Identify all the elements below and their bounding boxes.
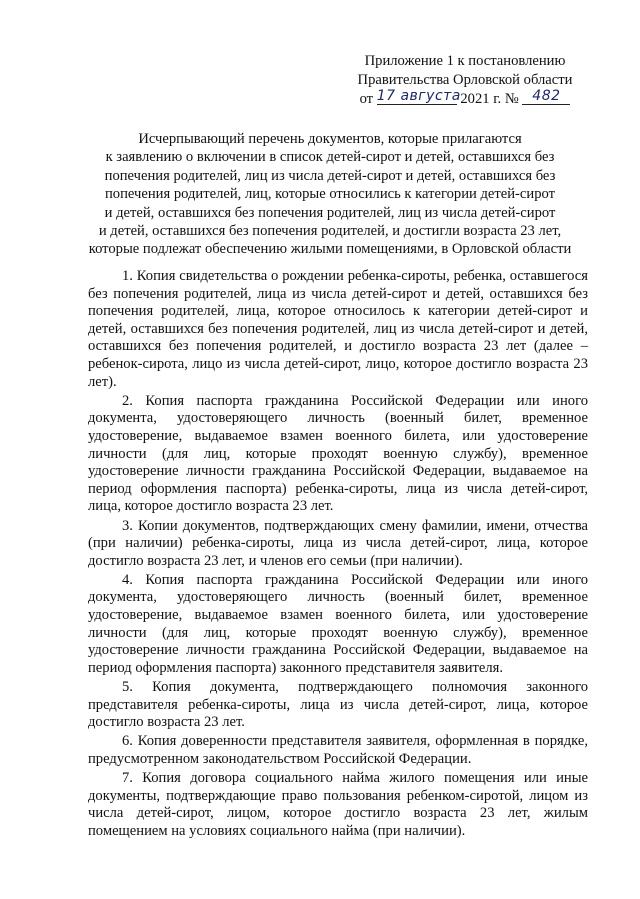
list-item: 1. Копия свидетельства о рождении ребенка-сироты, ребенка, оставшегося без попечения родителей, лица из числа детей-сирот и детей, оставшихся без попечения родителей, лица, которое относилось к категории детей-сирот и детей, оставшихся без попечения родителей, лиц из числа детей-сирот и детей, оставшихся без попечения родителей, и достигло возраста 23 лет (далее – ребенок-сирота, лицо из числа детей-сирот, лицо, которое достигло возраста 23 лет). xyxy=(88,268,588,390)
year-and-number-label: 2021 г. № xyxy=(460,91,519,107)
list-item: 6. Копия доверенности представителя заявителя, оформленная в порядке, предусмотренном законодательством Российской Федерации. xyxy=(88,733,588,767)
title-line: и детей, оставшихся без попечения родителей, и достигли возраста 23 лет, xyxy=(98,223,562,240)
title-line: к заявлению о включении в список детей-сирот и детей, оставшихся без xyxy=(105,149,555,166)
appendix-authority: Правительства Орловской области xyxy=(357,72,573,88)
appendix-title: Приложение 1 к постановлению xyxy=(364,53,566,69)
list-item: 3. Копии документов, подтверждающих смену фамилии, имени, отчества (при наличии) ребенка-сироты, лица из числа детей-сирот, лица, которое достигло возраста 23 лет, и членов его семьи (при наличии). xyxy=(88,517,588,569)
title-line: попечения родителей, лиц из числа детей-сирот и детей, оставшихся без xyxy=(104,167,556,184)
handwritten-number: 482 xyxy=(522,89,570,105)
title-line: Исчерпывающий перечень документов, которые прилагаются xyxy=(138,131,522,147)
appendix-header xyxy=(330,52,600,109)
list-item: 2. Копия паспорта гражданина Российской Федерации или иного документа, удостоверяющего личность (военный билет, временное удостоверение, выдаваемое взамен военного билета, или удостоверение личности (для лиц, которые проходят военную службу), временное удостоверение личности гражданина Российской Федерации, выдаваемое на период оформления паспорта) ребенка-сироты, лица из числа детей-сирот, лица, которое достигло возраста 23 лет. xyxy=(88,392,588,515)
title-line: и детей, оставшихся без попечения родителей, лиц из числа детей-сирот xyxy=(104,204,556,221)
list-item: 7. Копия договора социального найма жилого помещения или иные документы, подтверждающие право пользования ребенком-сиротой, лицом из числа детей-сирот, лицом, которое достигло возраста 23 лет, жилым помещением на условиях социального найма (при наличии). xyxy=(88,770,588,839)
title-line: которые подлежат обеспечению жилыми помещениями, в Орловской области xyxy=(88,241,572,258)
list-item: 5. Копия документа, подтверждающего полномочия законного представителя ребенка-сироты, лица из числа детей-сирот, лица, которое достигло возраста 23 лет. xyxy=(88,679,588,731)
appendix-date-line xyxy=(330,90,600,109)
date-prefix: от xyxy=(359,91,374,107)
handwritten-date: 17 августа xyxy=(376,88,461,104)
document-list xyxy=(88,268,588,842)
document-title xyxy=(70,130,590,259)
list-item: 4. Копия паспорта гражданина Российской Федерации или иного документа, удостоверяющего личность (военный билет, временное удостоверение, выдаваемое взамен военного билета, или удостоверение личности (для лиц, которые проходят военную службу), временное удостоверение личности гражданина Российской Федерации, выдаваемое на период оформления паспорта) законного представителя заявителя. xyxy=(88,571,588,676)
title-line: попечения родителей, лиц, которые относились к категории детей-сирот xyxy=(105,186,555,203)
